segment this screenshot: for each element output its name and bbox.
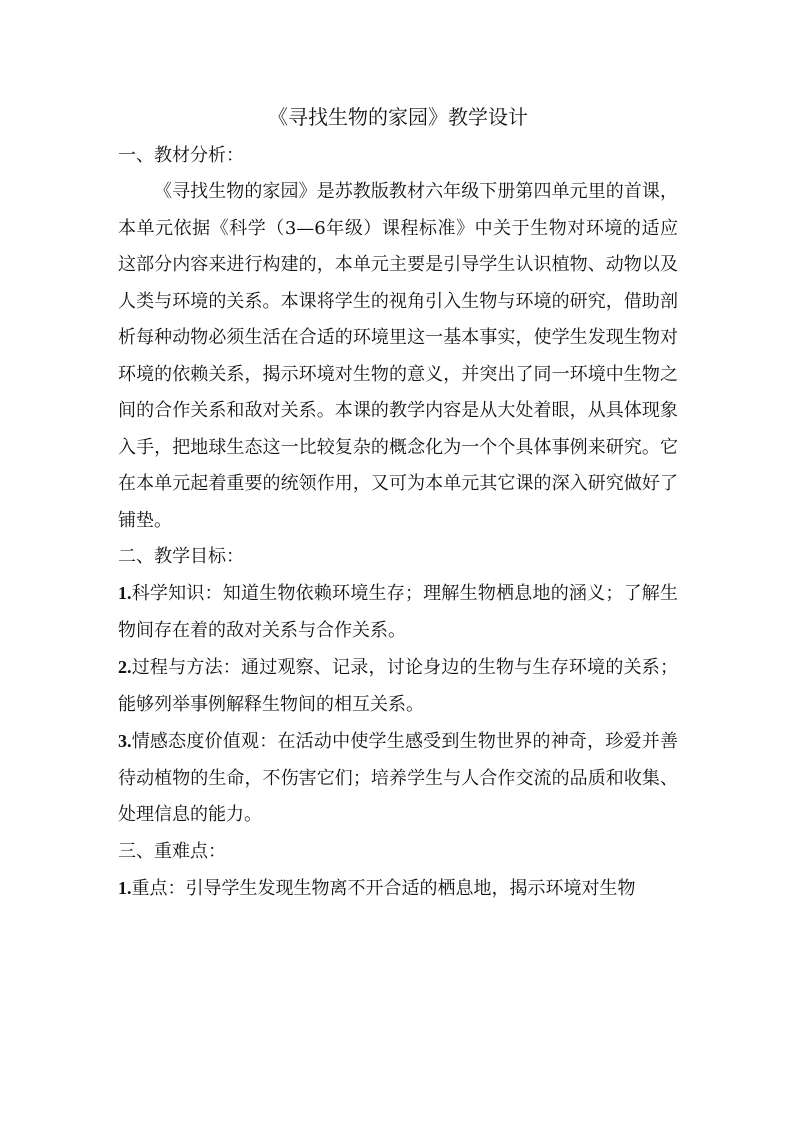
document-title: 《寻找生物的家园》教学设计 <box>268 105 528 129</box>
key-point-item <box>118 870 678 908</box>
goal-item-number: 1. <box>118 583 132 603</box>
goal-item-number: 3. <box>118 731 132 751</box>
goal-item <box>118 575 678 649</box>
section-heading-textbook-analysis: 一、教材分析： <box>118 145 244 166</box>
goal-item-text: 科学知识：知道生物依赖环境生存；理解生物栖息地的涵义；了解生物间存在着的敌对关系与合作关系。 <box>118 583 678 641</box>
section-heading-key-points: 三、重难点： <box>118 840 226 862</box>
goal-item <box>118 723 678 834</box>
goal-item <box>118 649 678 723</box>
goal-item-number: 2. <box>118 657 132 677</box>
document-page <box>118 100 678 907</box>
key-point-item-number: 1. <box>118 877 132 898</box>
goal-item-text: 情感态度价值观：在活动中使学生感受到生物世界的神奇，珍爱并善待动植物的生命，不伤害它们；培养学生与人合作交流的品质和收集、处理信息的能力。 <box>118 731 678 825</box>
textbook-analysis-paragraph: 《寻找生物的家园》是苏教版教材六年级下册第四单元里的首课，本单元依据《科学（3—6年级）课程标准》中关于生物对环境的适应这部分内容来进行构建的，本单元主要是引导学生认识植物、动物以及人类与环境的关系。本课将学生的视角引入生物与环境的研究，借助剖析每种动物必须生活在合适的环境里这一基本事实，使学生发现生物对环境的依赖关系，揭示环境对生物的意义，并突出了同一环境中生物之间的合作关系和敌对关系。本课的教学内容是从大处着眼，从具体现象入手，把地球生态这一比较复杂的概念化为一个个具体事例来研究。它在本单元起着重要的统领作用，又可为本单元其它课的深入研究做好了铺垫。 <box>118 181 678 531</box>
key-point-item-text: 重点：引导学生发现生物离不开合适的栖息地，揭示环境对生物 <box>131 877 636 899</box>
section-heading-teaching-goals: 二、教学目标： <box>118 546 244 567</box>
goal-item-text: 过程与方法：通过观察、记录，讨论身边的生物与生存环境的关系；能够列举事例解释生物间的相互关系。 <box>118 657 678 715</box>
